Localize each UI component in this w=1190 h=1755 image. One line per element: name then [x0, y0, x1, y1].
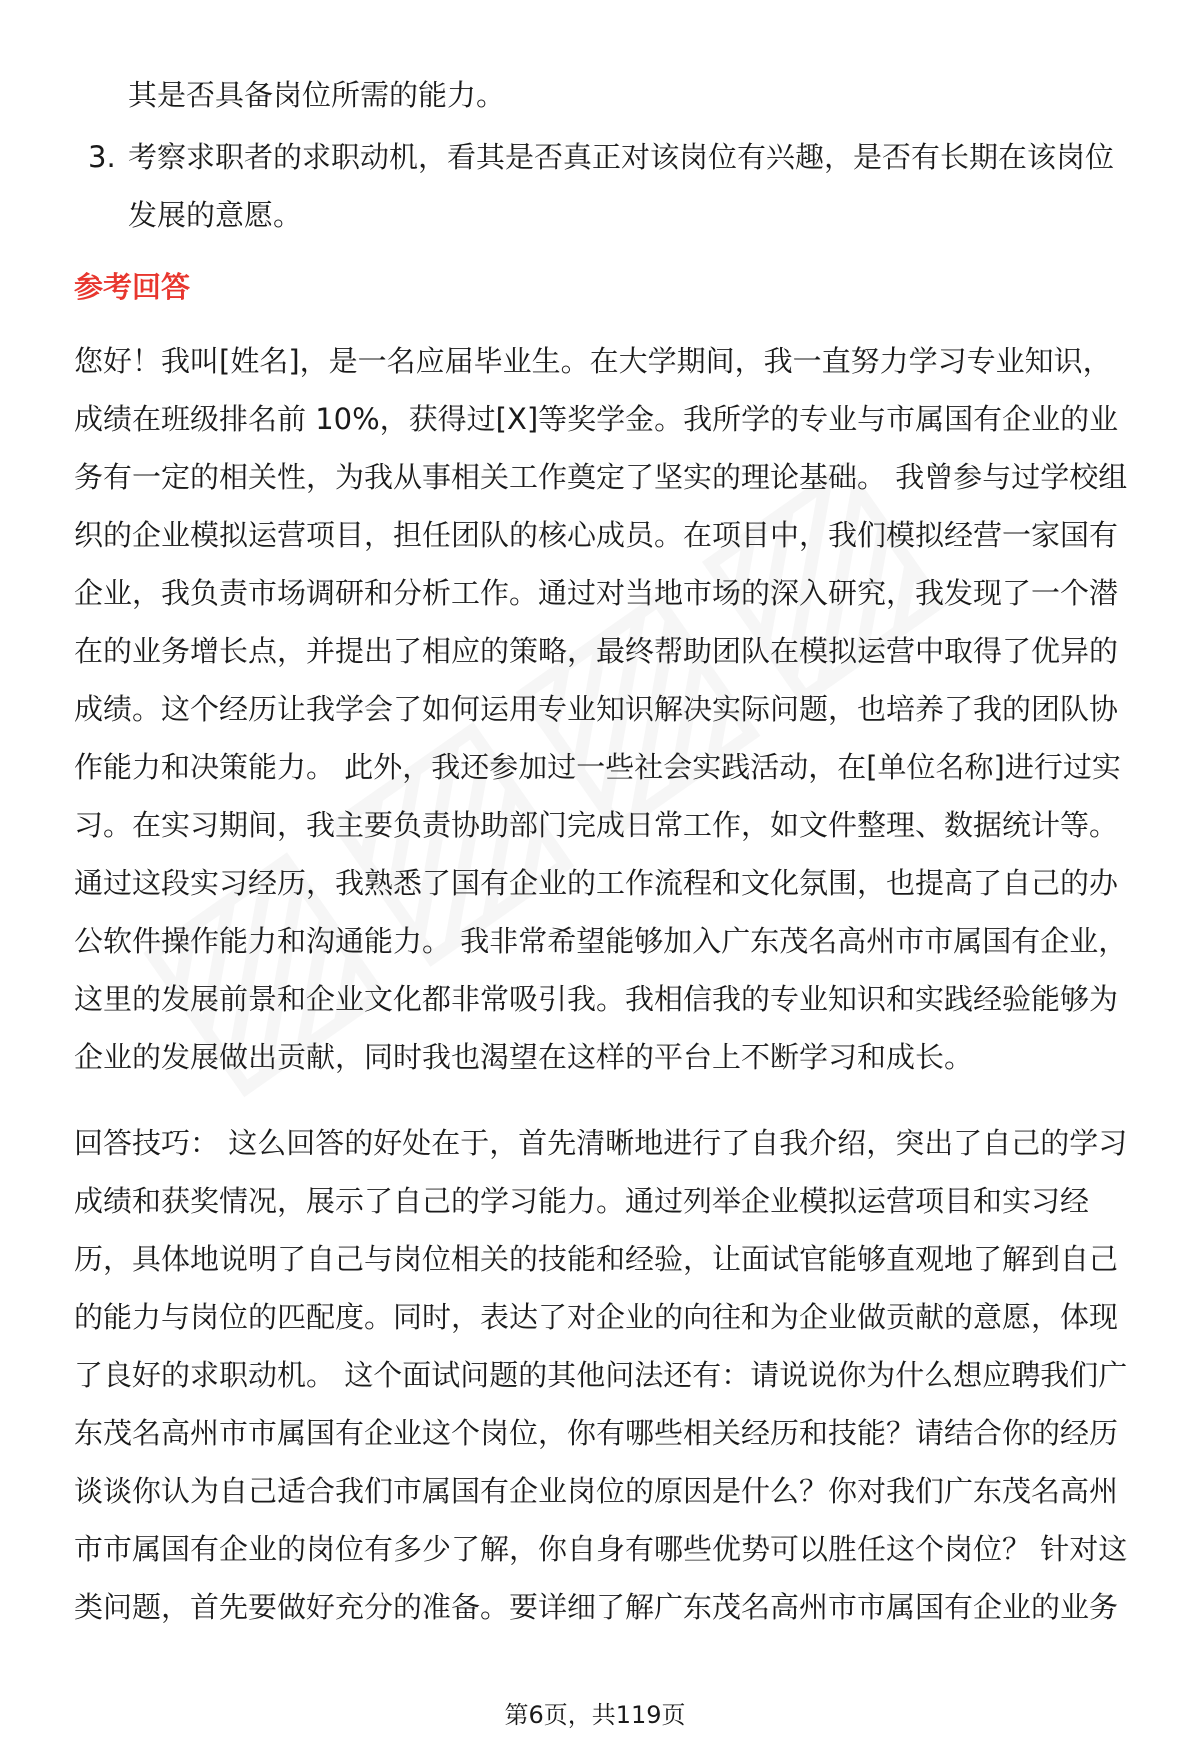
- paragraph-line: 东茂名高州市市属国有企业这个岗位，你有哪些相关经历和技能？请结合你的经历: [74, 1416, 1119, 1450]
- paragraph-line: 在的业务增长点，并提出了相应的策略，最终帮助团队在模拟运营中取得了优异的: [74, 634, 1119, 668]
- paragraph-line: 您好！我叫[姓名]，是一名应届毕业生。在大学期间，我一直努力学习专业知识，: [74, 344, 1112, 378]
- list-item-2-continuation: 其是否具备岗位所需的能力。: [128, 78, 506, 112]
- paragraph-line: 习。在实习期间，我主要负责协助部门完成日常工作，如文件整理、数据统计等。: [74, 808, 1119, 842]
- reference-answer-paragraph: [74, 332, 1164, 1086]
- page-number-footer: 第6页，共119页: [504, 1701, 686, 1729]
- paragraph-line: 回答技巧： 这么回答的好处在于，首先清晰地进行了自我介绍，突出了自己的学习: [74, 1126, 1128, 1160]
- paragraph-line: 历，具体地说明了自己与岗位相关的技能和经验，让面试官能够直观地了解到自己: [74, 1242, 1119, 1276]
- paragraph-line: 成绩。这个经历让我学会了如何运用专业知识解决实际问题，也培养了我的团队协: [74, 692, 1119, 726]
- paragraph-line: 企业的发展做出贡献，同时我也渴望在这样的平台上不断学习和成长。: [74, 1040, 974, 1074]
- paragraph-line: 企业，我负责市场调研和分析工作。通过对当地市场的深入研究，我发现了一个潜: [74, 576, 1119, 610]
- list-item-3: [74, 128, 1164, 244]
- paragraph-line: 了良好的求职动机。 这个面试问题的其他问法还有：请说说你为什么想应聘我们广: [74, 1358, 1128, 1392]
- answer-tips-paragraph: [74, 1114, 1164, 1636]
- paragraph-line: 织的企业模拟运营项目，担任团队的核心成员。在项目中，我们模拟经营一家国有: [74, 518, 1119, 552]
- paragraph-line: 通过这段实习经历，我熟悉了国有企业的工作流程和文化氛围，也提高了自己的办: [74, 866, 1119, 900]
- paragraph-line: 务有一定的相关性，为我从事相关工作奠定了坚实的理论基础。 我曾参与过学校组: [74, 460, 1128, 494]
- paragraph-line: 成绩和获奖情况，展示了自己的学习能力。通过列举企业模拟运营项目和实习经: [74, 1184, 1090, 1218]
- paragraph-line: 公软件操作能力和沟通能力。 我非常希望能够加入广东茂名高州市市属国有企业，: [74, 924, 1128, 958]
- list-item-line: 发展的意愿。: [128, 198, 303, 232]
- list-item-number: 3.: [88, 140, 116, 174]
- paragraph-line: 的能力与岗位的匹配度。同时，表达了对企业的向往和为企业做贡献的意愿，体现: [74, 1300, 1119, 1334]
- paragraph-line: 谈谈你认为自己适合我们市属国有企业岗位的原因是什么？你对我们广东茂名高州: [74, 1474, 1119, 1508]
- paragraph-line: 作能力和决策能力。 此外，我还参加过一些社会实践活动，在[单位名称]进行过实: [74, 750, 1121, 784]
- list-item-line: 考察求职者的求职动机，看其是否真正对该岗位有兴趣，是否有长期在该岗位: [128, 140, 1115, 174]
- section-heading-reference-answer: 参考回答: [74, 270, 191, 304]
- paragraph-line: 这里的发展前景和企业文化都非常吸引我。我相信我的专业知识和实践经验能够为: [74, 982, 1119, 1016]
- paragraph-line: 市市属国有企业的岗位有多少了解，你自身有哪些优势可以胜任这个岗位？ 针对这: [74, 1532, 1128, 1566]
- paragraph-line: 类问题，首先要做好充分的准备。要详细了解广东茂名高州市市属国有企业的业务: [74, 1590, 1119, 1624]
- page-content: [74, 66, 1164, 1664]
- paragraph-line: 成绩在班级排名前 10%，获得过[X]等奖学金。我所学的专业与市属国有企业的业: [74, 402, 1119, 436]
